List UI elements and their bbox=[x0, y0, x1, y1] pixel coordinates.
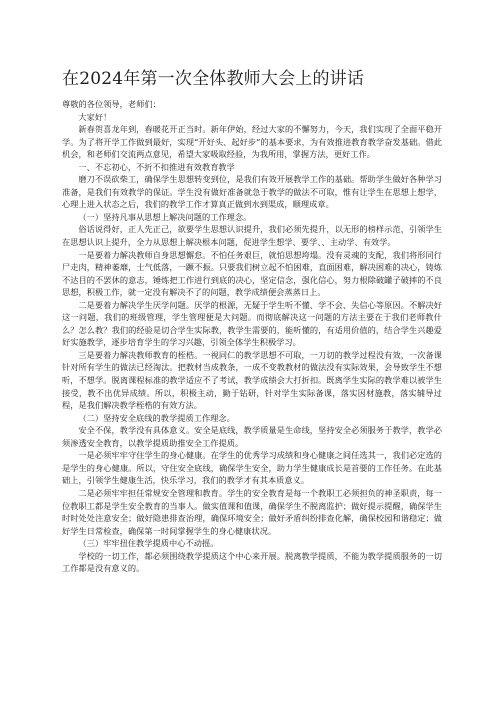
paragraph: 俗话说得好，正人先正己，欲要学生思想认识提升，我们必须先提升，以无形的榜样示范，引领学生在思想认识上提升，全力从思想上解决根本问题，促进学生想学、要学、、主动学、有效学。 bbox=[62, 224, 442, 248]
greeting: 大家好！ bbox=[78, 111, 112, 122]
paragraph: 磨刀不误砍柴工，确保学生思想转变到位，是我们有效开展教学工作的基础。帮助学生做好各种学习准备，是我们有效教学的保证。学生没有做好准备就急于教学的做法不可取，惟有让学生在思想上想学，心理上进入状态之后，我们的教学工作才算真正做到水到渠成，顺理成章。 bbox=[62, 174, 442, 210]
section-heading: 一、不忘初心，不折不扣推进有效教育教学 bbox=[78, 161, 235, 172]
paragraph: 学校的一切工作，都必须围绕教学提质这个中心来开展。脱离教学提质，不能为教学提质服务的一切工作都是没有意义的。 bbox=[62, 550, 442, 574]
paragraph: 一是必须牢牢守住学生的身心健康。在学生的优秀学习成绩和身心健康之间任选其一，我们必定选的是学生的身心健康。所以，守住安全底线，确保学生安全，助力学生健康成长是首要的工作任务。在此基础上，引领学生健康生活，快乐学习，我们的教学才有其本质意义。 bbox=[62, 450, 442, 486]
subsection-heading: （一）坚持凡事从思想上解决问题的工作理念。 bbox=[78, 211, 252, 222]
paragraph: 三是要着力解决教师教育的桎梏。一视同仁的教学思想不可取，一刀切的教学过程没有效，一次备课针对所有学生的做法已经淘汰。把教材当成教条，一成不变教教材的做法没有实际效果，会导致学生不想听，不想学。脱离课程标准的教学适应不了考试，教学成绩会大打折扣。既离学生实际的教学难以被学生接受，教不出优异成绩。所以，积极主动，勤于钻研，针对学生实际备课，落实因材施教，落实辅导过程，是我们解决教学桎梏的有效方法。 bbox=[62, 349, 442, 411]
salutation: 尊敬的各位领导，老师们： bbox=[62, 99, 161, 109]
paragraph: 二是要着力解决学生厌学问题。厌学的根源，无疑于学生听不懂、学不会、失信心等原因。不解决好这一问题，我们的班级管理，学生管理便是大问题。而彻底解决这一问题的方法主要在于我们老师教什么？怎么教？我们的经验是切合学生实际教，教学生需要的，能听懂的，有适用价值的，结合学生兴趣爱好实施教学，逐步培育学生的学习兴趣，引领全体学生积极学习。 bbox=[62, 299, 442, 348]
paragraph: 新春贺喜龙年到，春暖花开正当时。新年伊始，经过大家的不懈努力，今天，我们实现了全面平稳开学。为了将开学工作做到最好，实现“开好头、起好步”的基本要求，为有效推进教育教学奋发基础。借此机会，和老师们交流两点意见，希望大家吸取经验，为我所用，掌握方法，更好工作。 bbox=[62, 124, 442, 160]
paragraph: 一是要着力解决教师自身思想懈怠。不怕任务艰巨，就怕思想垮塌。没有灵魂的支配，我们将形同行尸走肉，精神萎靡，士气低落，一蹶不振。只要我们树立起不怕困难，直面困难，解决困难的决心，铸炼不达目的不罢休的意志，锤炼把工作进行到底的决心，坚定信念，强化信心，努力根除破罐子破摔的不良思想，积极工作，就一定没有解决不了的问题，教学成绩便会蒸蒸日上。 bbox=[62, 249, 442, 298]
subsection-heading: （二）坚持安全底线的教学提质工作理念。 bbox=[78, 412, 235, 423]
paragraph: 安全不保，教学没有具体意义。安全是底线，教学质量是生命线，坚持安全必须服务于教学，教学必须渗透安全教育，以教学提质助推安全工作提质。 bbox=[62, 425, 442, 448]
subsection-heading: （三）牢牢扭住教学提质中心不动摇。 bbox=[78, 538, 219, 549]
paragraph: 二是必须牢牢担任常规安全管理和教育。学生的安全教育是每一个教职工必须担负的神圣职责，每一位教职工都是学生安全教育的当事人。做实值课和值课，确保学生不脱离监护；做好提示提醒，确保学生时时处处注意安全；做好隐患排查治理，确保环境安全；做好矛盾纠纷排查化解，确保校园和谐稳定；做好学生日常检查，确保第一时间掌握学生的身心健康状况。 bbox=[62, 487, 442, 536]
document-body bbox=[62, 98, 442, 575]
document-title: 在2024年第一次全体教师大会上的讲话 bbox=[62, 69, 365, 89]
